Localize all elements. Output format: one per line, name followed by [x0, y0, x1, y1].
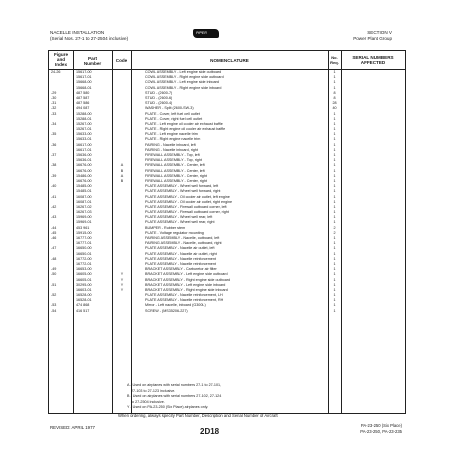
nomenclature-cell: WASHER - Split (2600-SW-3) [145, 106, 194, 111]
quantity-cell: 1 [333, 168, 336, 173]
nomenclature-cell: COWL ASSEMBLY - Right engine side inboard [145, 85, 222, 90]
code-cell: Y [120, 277, 124, 282]
logo-text: PIPER [196, 31, 207, 35]
figure-index-cell: -41 [51, 194, 57, 199]
nomenclature-cell: PLATE - Cover, left fuel cell outlet [145, 111, 200, 116]
nomenclature-cell: COWL ASSEMBLY - Left engine side inboard [145, 80, 219, 85]
part-number-cell: 15486-00 [76, 173, 92, 178]
code-cell: B [120, 168, 124, 173]
nomenclature-cell: PLATE ASSEMBLY - Firewall outboard corner, right [145, 210, 229, 215]
part-number-cell: 15617-00 [76, 70, 92, 74]
part-number-cell: 15636-01 [76, 158, 92, 163]
part-number-cell: 16528-01 [76, 298, 92, 303]
nomenclature-cell: SCREW - (MS35206-227) [145, 308, 188, 313]
nomenclature-cell: PLATE ASSEMBLY - Nacelle reinforcement [145, 256, 216, 261]
part-number-cell: 494 087 [76, 106, 90, 111]
nomenclature-cell: STUD - (2600-7) [145, 90, 173, 95]
quantity-cell: 1 [333, 303, 336, 308]
quantity-cell: 1 [333, 173, 336, 178]
nomenclature-cell: FAIRING ASSEMBLY - Nacelle, outboard, left [145, 236, 220, 240]
figure-index-cell: -35 [51, 132, 57, 137]
part-number-cell: 16605-01 [76, 277, 92, 282]
quantity-cell: 1 [333, 277, 336, 282]
quantity-cell: 1 [333, 158, 336, 163]
nomenclature-cell: BUMPER - Rubber stem [145, 225, 186, 230]
code-cell: Y [120, 282, 124, 287]
code-cell: Y [120, 287, 124, 292]
parts-rows [49, 70, 405, 314]
quantity-cell: 1 [333, 199, 336, 204]
col-header-nomenclature: NOMENCLATURE [210, 58, 249, 63]
part-number-cell: 16777-01 [76, 241, 92, 246]
part-number-cell: 16605-00 [76, 272, 92, 277]
quantity-cell: 1 [333, 85, 336, 90]
quantity-cell: 8 [333, 90, 336, 95]
figure-index-cell: -48 [51, 256, 57, 261]
nomenclature-cell: FAIRING - Nacelle inboard, left [145, 142, 196, 147]
note-b-cont: to 27-2504 inclusive. [131, 399, 165, 404]
code-notes [127, 383, 221, 411]
nomenclature-cell: FIREWALL ASSEMBLY - Top, left [145, 153, 200, 157]
quantity-cell: 1 [333, 153, 336, 157]
figure-index-cell: -45 [51, 230, 57, 235]
quantity-cell: 1 [333, 70, 336, 74]
part-number-cell: 15969-01 [76, 220, 92, 225]
part-number-cell: 16777-00 [76, 236, 92, 240]
figure-index-cell: -37 [51, 153, 57, 157]
quantity-cell: 1 [333, 189, 336, 194]
quantity-cell: 1 [333, 246, 336, 251]
figure-index-cell: 24-26 [51, 70, 61, 74]
quantity-cell: 1 [333, 116, 336, 121]
part-number-cell: 15288-01 [76, 116, 92, 121]
figure-index-cell: -38 [51, 163, 57, 168]
figure-index-cell: -44 [51, 225, 57, 230]
part-number-cell: 16653-00 [76, 267, 92, 272]
nomenclature-cell: PLATE - Left engine oil cooler air exhaust baffle [145, 121, 223, 126]
nomenclature-cell: PLATE - Left engine nacelle trim [145, 132, 198, 137]
quantity-cell: 1 [333, 256, 336, 261]
part-number-cell: 16087-01 [76, 199, 92, 204]
nomenclature-cell: FIREWALL ASSEMBLY - Center, right [145, 178, 207, 183]
figure-index-cell: -29 [51, 90, 57, 95]
nomenclature-cell: FAIRING ASSEMBLY - Nacelle, outboard, right [145, 241, 222, 246]
part-number-cell: 15485-00 [76, 184, 92, 189]
nomenclature-cell: PLATE ASSEMBLY - Wheel well rear, right [145, 220, 215, 225]
nomenclature-cell: FIREWALL ASSEMBLY - Top, right [145, 158, 202, 163]
part-number-cell: 15668-01 [76, 85, 92, 90]
quantity-cell: 1 [333, 215, 336, 220]
quantity-cell: 8 [333, 95, 336, 100]
page-header-right [353, 30, 392, 42]
quantity-cell: 1 [333, 132, 336, 137]
quantity-cell: 1 [333, 137, 336, 142]
figure-index-cell: -50 [51, 272, 57, 277]
col-header-code: Code [115, 58, 128, 63]
figure-index-cell: -51 [51, 282, 57, 287]
section-label: SECTION V [367, 30, 392, 35]
quantity-cell: 1 [333, 204, 336, 209]
parts-table [48, 50, 406, 414]
nomenclature-cell: FIREWALL ASSEMBLY - Center, left [145, 163, 205, 168]
nomenclature-cell: PLATE ASSEMBLY - Firewall outboard corner, left [145, 204, 227, 209]
quantity-cell: 1 [333, 236, 336, 240]
figure-index-cell: -36 [51, 142, 57, 147]
figure-index-cell: -33 [51, 111, 57, 116]
part-number-cell: 16267-02 [76, 204, 92, 209]
figure-index-cell: -53 [51, 303, 57, 308]
part-number-cell: 487 586 [76, 101, 90, 106]
figure-index-cell: -34 [51, 121, 57, 126]
nomenclature-cell: PLATE - Voltage regulator mounting [145, 230, 204, 235]
nomenclature-cell: PLATE - Right engine nacelle trim [145, 137, 201, 142]
col-header-figure: Figure and Index [53, 51, 69, 67]
figure-index-cell: -43 [51, 215, 57, 220]
part-number-cell: 15267-01 [76, 127, 92, 132]
nomenclature-cell: BRACKET ASSEMBLY - Carburetor air filter [145, 267, 217, 272]
nomenclature-cell: PLATE - Right engine oil cooler air exhaust baffle [145, 127, 226, 132]
nomenclature-cell: COWL ASSEMBLY - Right engine side outboard [145, 75, 224, 80]
nomenclature-cell: PLATE ASSEMBLY - Nacelle reinforcement, LH [145, 293, 223, 298]
figure-index-cell: -47 [51, 246, 57, 251]
part-number-cell: 416 517 [76, 308, 90, 313]
part-number-cell: 15633-01 [76, 137, 92, 142]
part-number-cell: 15633-00 [76, 132, 92, 137]
code-cell: A [120, 173, 124, 178]
figure-index-cell: -42 [51, 204, 57, 209]
nomenclature-cell: PLATE ASSEMBLY - Nacelle reinforcement, RH [145, 298, 224, 303]
quantity-cell: 1 [333, 75, 336, 80]
part-number-cell: 30295-00 [76, 282, 92, 287]
note-a: A - Used on airplanes with serial numbers 27-1 to 27-101, [127, 383, 222, 387]
figure-index-cell: -52 [51, 293, 57, 298]
part-number-cell: 16617-00 [76, 142, 92, 147]
col-header-req: No. Req. [330, 55, 339, 66]
nomenclature-cell: PLATE ASSEMBLY - Nacelle air outlet, left [145, 246, 215, 251]
quantity-cell: 1 [333, 251, 336, 256]
nomenclature-cell: PLATE ASSEMBLY - Oil cooler air outlet, right engine [145, 199, 233, 204]
nomenclature-cell: PLATE ASSEMBLY - Wheel well forward, left [145, 184, 219, 189]
model-applicability: PA-23-250 (Six Place) PA-23-250, PA-23-235 [360, 423, 402, 434]
nomenclature-cell: COWL ASSEMBLY - Left engine side outboard [145, 70, 222, 74]
quantity-cell: 40 [332, 106, 337, 111]
col-header-part-number: Part Number [83, 56, 102, 67]
nomenclature-cell: PLATE ASSEMBLY - Nacelle air outlet, right [145, 251, 217, 256]
quantity-cell: 1 [333, 127, 336, 132]
part-number-cell: 15617-01 [76, 75, 92, 80]
quantity-cell: 1 [333, 184, 336, 189]
code-cell: Y [120, 272, 124, 277]
part-number-cell: 15915-00 [76, 230, 92, 235]
part-number-cell: 453 961 [76, 225, 90, 230]
quantity-cell: 1 [333, 142, 336, 147]
part-number-cell: 16650-01 [76, 251, 92, 256]
nomenclature-cell: FIREWALL ASSEMBLY - Center, right [145, 173, 207, 178]
quantity-cell: 1 [333, 147, 336, 152]
quantity-cell: 1 [333, 241, 336, 246]
group-label: Power Plant Group [353, 36, 392, 41]
quantity-cell: 2 [333, 225, 336, 230]
header-title: NACELLE INSTALLATION [50, 30, 105, 35]
figure-index-cell: -40 [51, 184, 57, 189]
figure-index-cell: -30 [51, 95, 57, 100]
figure-index-cell: -32 [51, 106, 57, 111]
part-number-cell: 16676-00 [76, 163, 92, 168]
nomenclature-cell: BRACKET ASSEMBLY - Right engine side inboard [145, 287, 228, 292]
code-cell: A [120, 163, 124, 168]
quantity-cell: 1 [333, 298, 336, 303]
quantity-cell: 1 [333, 267, 336, 272]
quantity-cell: 1 [333, 282, 336, 287]
part-number-cell: 15636-00 [76, 153, 92, 157]
quantity-cell: 1 [333, 272, 336, 277]
part-number-cell: 16650-00 [76, 246, 92, 251]
quantity-cell: 1 [333, 80, 336, 85]
part-number-cell: 16528-00 [76, 293, 92, 298]
part-number-cell: 487 587 [76, 95, 90, 100]
part-number-cell: 15969-00 [76, 215, 92, 220]
nomenclature-cell: PLATE ASSEMBLY - Nacelle reinforcement [145, 261, 216, 266]
table-row [49, 309, 405, 314]
note-a-cont: 27-103 to 27-123 inclusive. [131, 388, 176, 393]
figure-index-cell: -31 [51, 101, 57, 106]
nomenclature-cell: BRACKET ASSEMBLY - Left engine side outboard [145, 272, 228, 277]
figure-index-cell: -54 [51, 308, 57, 313]
part-number-cell: 15288-00 [76, 111, 92, 116]
ordering-note: When ordering, always specify Part Number, Description and Serial Number of Aircraft [118, 413, 278, 418]
part-number-cell: 487 580 [76, 90, 90, 95]
part-number-cell: 16772-01 [76, 261, 92, 266]
nomenclature-cell: STUD - (2600-6) [145, 95, 173, 100]
page-header-left [50, 30, 128, 42]
part-number-cell: 16267-03 [76, 210, 92, 215]
part-number-cell: 15485-01 [76, 189, 92, 194]
figure-index-cell: -46 [51, 236, 57, 240]
quantity-cell: 1 [333, 178, 336, 183]
nomenclature-cell: BRACKET ASSEMBLY - Left engine side inboard [145, 282, 226, 287]
quantity-cell: 1 [333, 308, 336, 313]
note-b: B - Used on airplanes with serial numbers 27-102, 27-124 [127, 394, 222, 399]
quantity-cell: 1 [333, 111, 336, 116]
part-number-cell: 15668-00 [76, 80, 92, 85]
quantity-cell: 1 [333, 121, 336, 126]
nomenclature-cell: BRACKET ASSEMBLY - Right engine side outboard [145, 277, 231, 282]
nomenclature-cell: PLATE ASSEMBLY - Wheel well forward, right [145, 189, 221, 194]
col-header-serial-numbers: SERIAL NUMBERS AFFECTED [352, 55, 394, 66]
part-number-cell: 16676-00 [76, 178, 92, 183]
part-number-cell: 16772-00 [76, 256, 92, 261]
nomenclature-cell: PLATE ASSEMBLY - Oil cooler air outlet, left engine [145, 194, 230, 199]
part-number-cell: 15267-00 [76, 121, 92, 126]
nomenclature-cell: Mirror - Left nacelle, inboard (G300L) [145, 303, 206, 308]
header-serial-range: (Serial Nos. 27-1 to 27-2504 inclusive) [50, 36, 129, 41]
nomenclature-cell: PLATE - Cover, right fuel cell outlet [145, 116, 203, 121]
part-number-cell: 16087-00 [76, 194, 92, 199]
quantity-cell: 28 [332, 101, 337, 106]
nomenclature-cell: FAIRING - Nacelle inboard, right [145, 147, 198, 152]
quantity-cell: 1 [333, 210, 336, 215]
part-number-cell: 474 868 [76, 303, 90, 308]
part-number-cell: 16603-01 [76, 287, 92, 292]
quantity-cell: 1 [333, 261, 336, 266]
nomenclature-cell: STUD - (2600-4) [145, 101, 173, 106]
code-cell: B [120, 178, 124, 183]
page-number: 2D18 [200, 427, 220, 436]
figure-index-cell: -39 [51, 173, 57, 178]
quantity-cell: 1 [333, 194, 336, 199]
quantity-cell: 1 [333, 287, 336, 292]
revision-date: REVISED: APRIL 1977 [50, 425, 95, 430]
nomenclature-cell: PLATE ASSEMBLY - Wheel well rear, left [145, 215, 213, 220]
quantity-cell: 2 [333, 230, 336, 235]
note-y: Y - Used on PA-23-250 (Six Place) airplanes only. [127, 405, 209, 410]
figure-index-cell: -49 [51, 267, 57, 272]
quantity-cell: 1 [333, 220, 336, 225]
nomenclature-cell: FIREWALL ASSEMBLY - Center, left [145, 168, 205, 173]
part-number-cell: 16617-01 [76, 147, 92, 152]
quantity-cell: 1 [333, 163, 336, 168]
part-number-cell: 16676-00 [76, 168, 92, 173]
quantity-cell: 1 [333, 293, 336, 298]
